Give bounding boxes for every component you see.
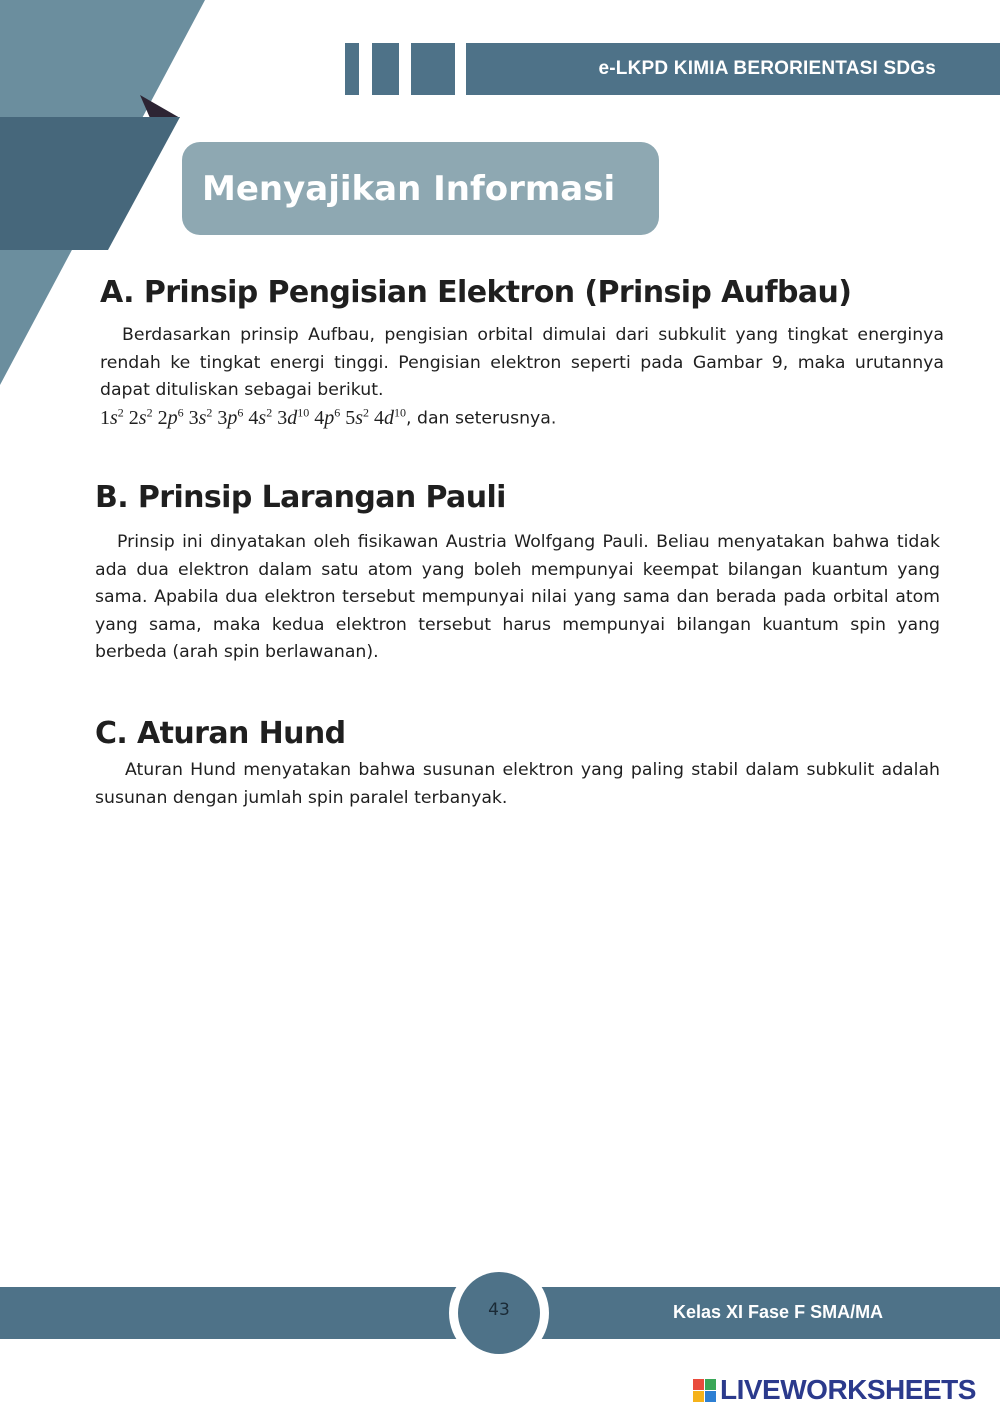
brand-text: LIVEWORKSHEETS [720,1374,976,1405]
footer-class-label: Kelas XI Fase F SMA/MA [673,1302,884,1322]
section-b-text: Prinsip ini dinyatakan oleh fisikawan Austria Wolfgang Pauli. Beliau menyatakan bahwa tidak ada dua elektron dalam satu atom yang boleh mempunyai keempat bilangan kuantum yang sama. Apabila dua elektron tersebut mempunyai nilai yang sama dan berada pada orbital atom yang sama, maka kedua elektron tersebut harus mempunyai bilangan kuantum spin yang berbeda (arah spin berlawanan). [95,532,940,662]
configuration-formula: $1s^2$ $2s^2$ $2p^6$ $3s^2$ $3p^6$ $4s^2$ $3d^{10}$ $4p^6$ $5s^2$ $4d^{10}$ [100,405,406,429]
section-a-paragraph [100,322,944,405]
section-badge-label: Menyajikan Informasi [202,168,616,209]
electron-configuration [100,405,556,430]
section-a-text: Berdasarkan prinsip Aufbau, pengisian orbital dimulai dari subkulit yang tingkat energinya rendah ke tingkat energi tinggi. Pengisian elektron seperti pada Gambar 9, maka urutannya dapat dituliskan sebagai berikut. [100,325,944,400]
header-stripe [372,43,399,95]
section-a-heading: A. Prinsip Pengisian Elektron (Prinsip Aufbau) [100,275,852,310]
section-b-heading: B. Prinsip Larangan Pauli [95,480,506,515]
section-badge [182,142,659,235]
page-number [458,1272,540,1354]
liveworksheets-logo-icon [693,1379,716,1402]
configuration-suffix: , dan seterusnya. [405,408,557,429]
liveworksheets-brand[interactable] [693,1374,976,1406]
header-title: e-LKPD KIMIA BERORIENTASI SDGs [598,58,936,79]
section-c-heading: C. Aturan Hund [95,716,346,751]
page-number-text: 43 [488,1300,510,1320]
section-c-paragraph [95,757,940,812]
header-band [466,43,1000,95]
section-b-paragraph [95,529,940,667]
header-stripe [345,43,359,95]
header-stripe [411,43,455,95]
section-c-text: Aturan Hund menyatakan bahwa susunan elektron yang paling stabil dalam subkulit adalah susunan dengan jumlah spin paralel terbanyak. [95,760,940,808]
